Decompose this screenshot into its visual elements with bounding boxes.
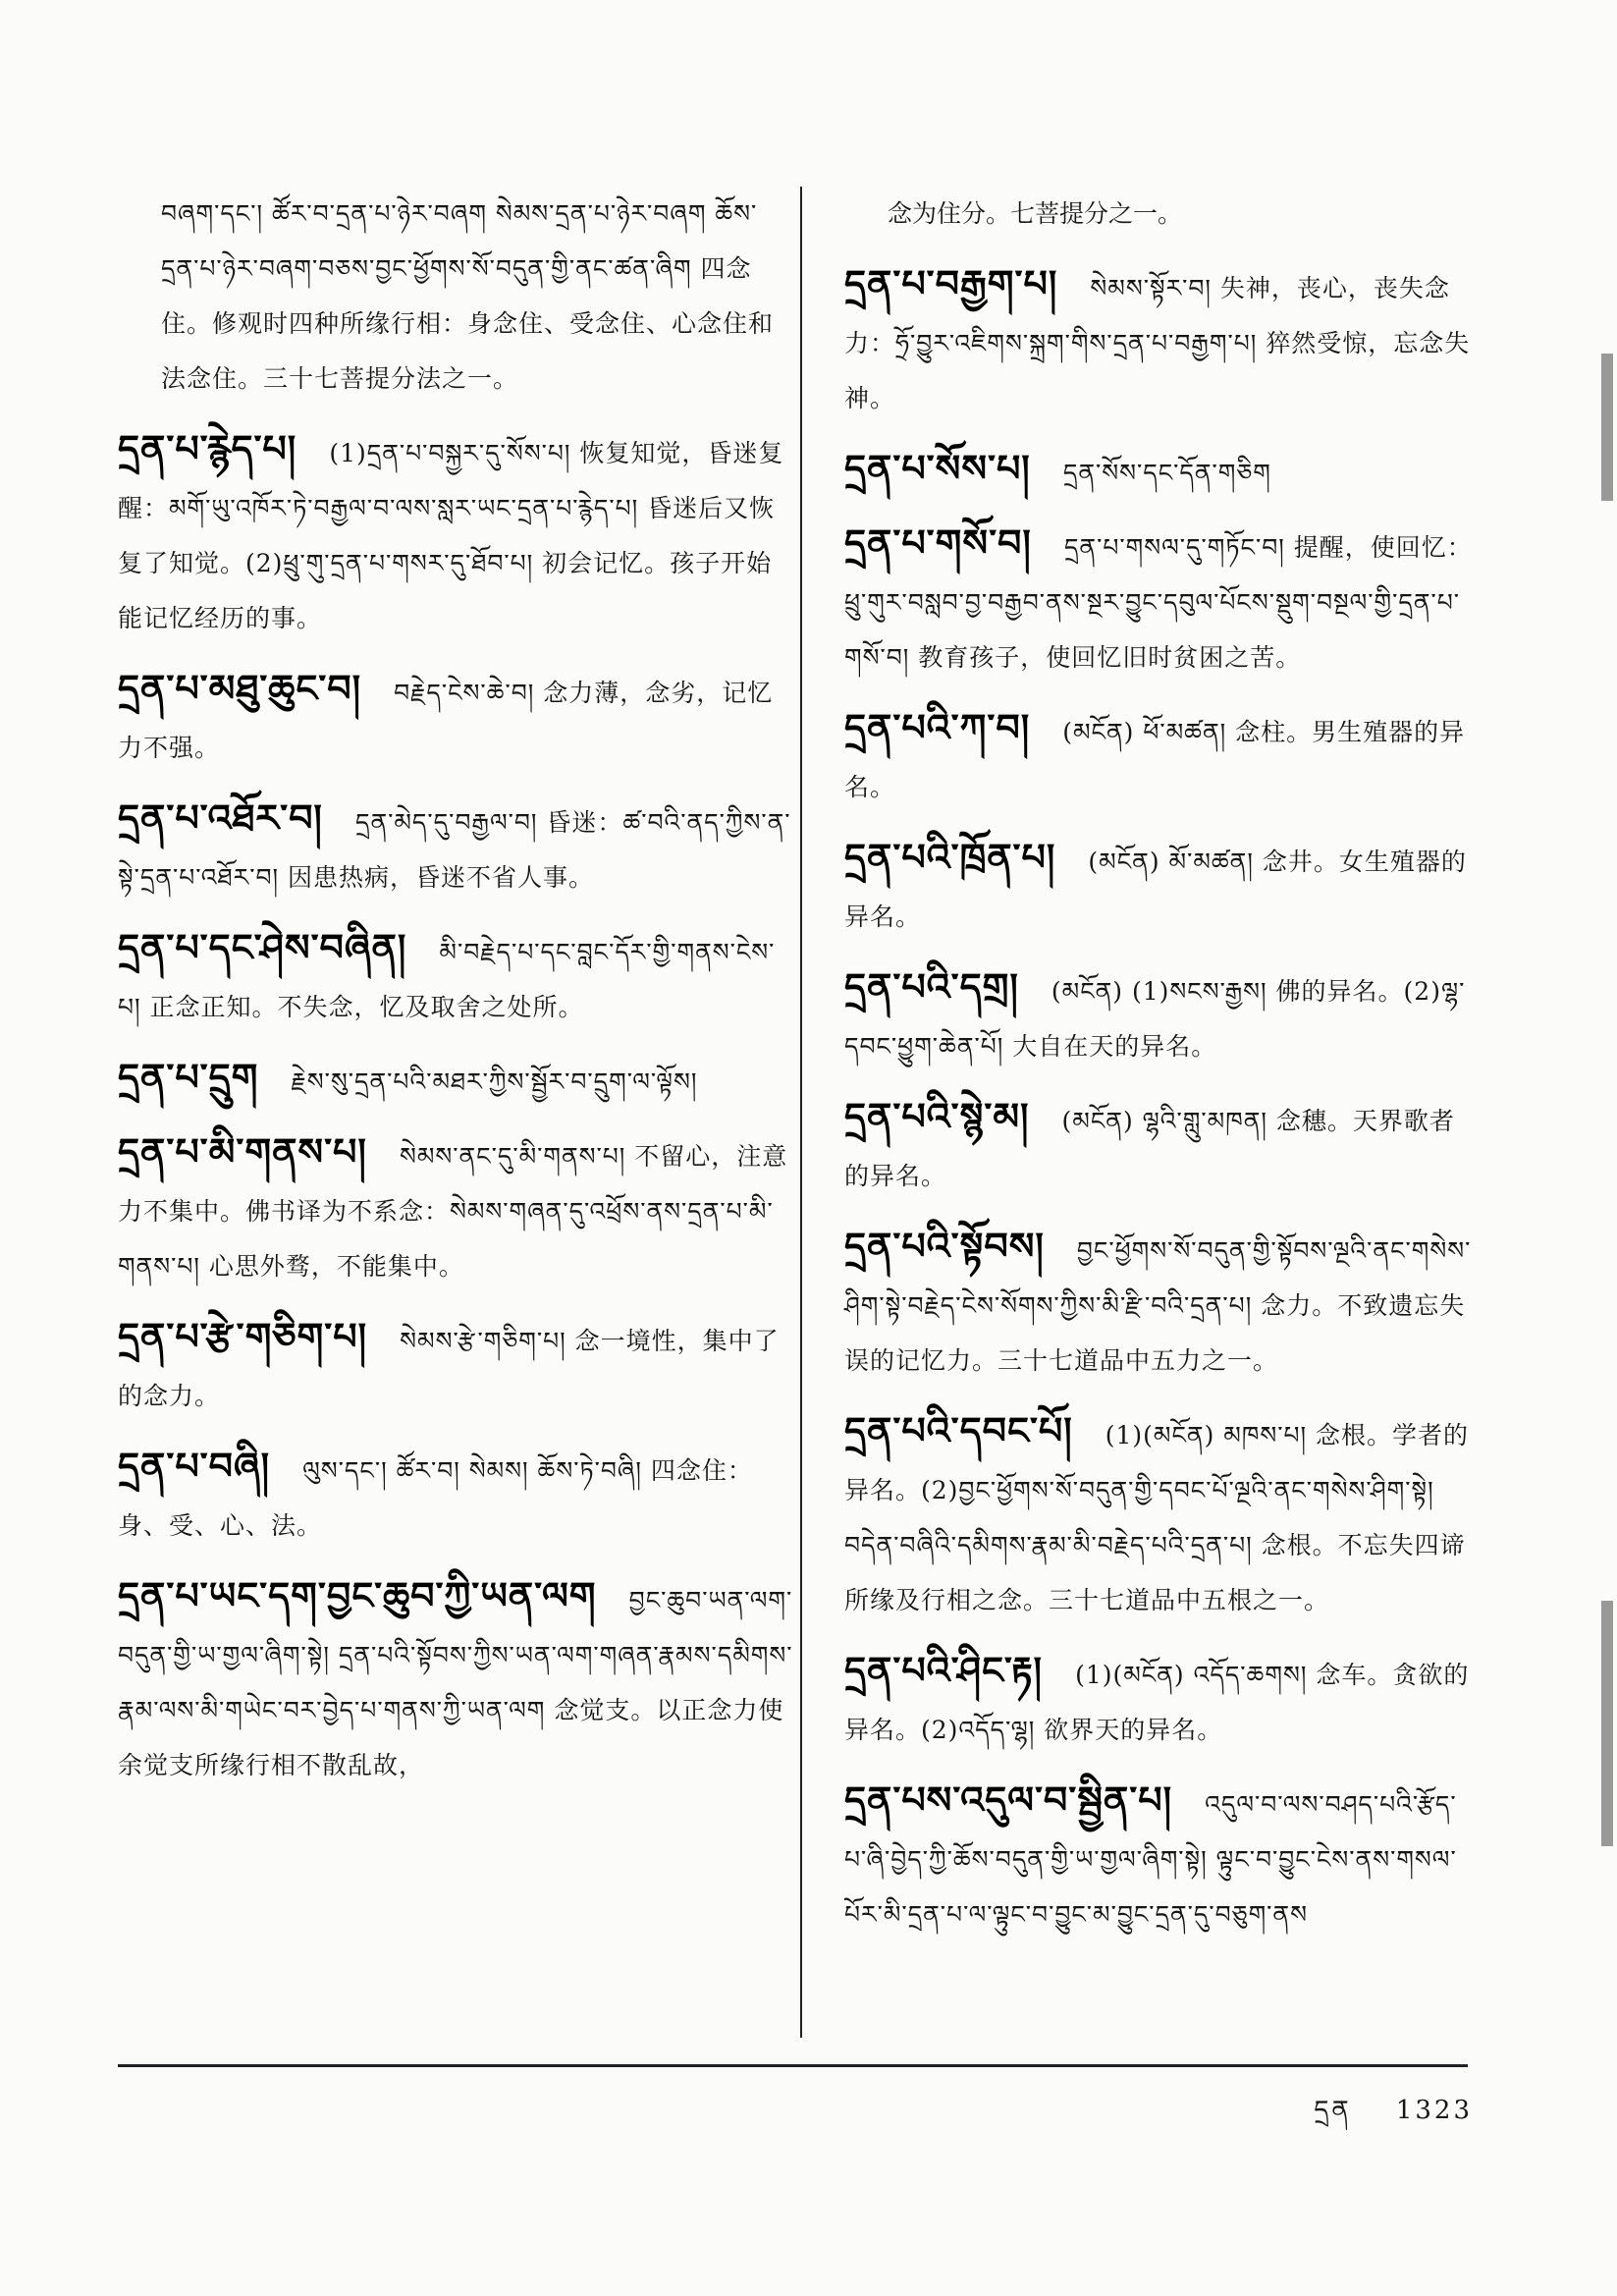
headword: དྲན་པའི་སྙེ་མ།	[844, 1094, 1030, 1138]
definition: སེམས་སྟོར་བ། 失神，丧心，丧失念力：ཧྲོ་བྱུར་འཇིགས་སྐྲག་གིས་དྲན་པ་བརྒྱག་པ། 猝然受惊，忘念失神。	[844, 274, 1471, 412]
headword: དྲན་པའི་དབང་པོ།	[844, 1408, 1073, 1452]
dictionary-entry	[844, 957, 1473, 1074]
headword: དྲན་པ་རྩེ་གཅིག་པ།	[118, 1314, 368, 1358]
dictionary-entry	[844, 1086, 1473, 1204]
headword: དྲན་པ་སོས་པ།	[844, 446, 1031, 490]
dictionary-entry	[844, 1640, 1473, 1758]
footer-rule	[118, 2064, 1468, 2067]
dictionary-entry	[118, 917, 795, 1035]
definition: ལུས་དང་། ཚོར་བ། སེམས། ཆོས་ཏེ་བཞི། 四念住：身、受、心、法。	[118, 1456, 753, 1540]
section-marker: དྲན	[1314, 2096, 1352, 2125]
definition: (1)དྲན་པ་བསྐྱར་དུ་སོས་པ། 恢复知觉，昏迷复醒：མགོ་ཡུ་འཁོར་ཏེ་བརྒྱལ་བ་ལས་སླར་ཡང་དྲན་པ་རྙེད་པ། 昏迷后又恢复了知觉。(2)ཕྲུ་གུ་དྲན་པ་གསར་དུ་ཐོབ་པ། 初会记忆。孩子开始能记忆经历的事。	[118, 439, 784, 632]
definition: དྲན་མེད་དུ་བརྒྱལ་བ། 昏迷：ཚ་བའི་ནད་ཀྱིས་ན་སྟེ་དྲན་པ་འཐོར་བ། 因患热病，昏迷不省人事。	[118, 808, 791, 892]
definition: (མངོན) (1)སངས་རྒྱས། 佛的异名。(2)ལྷ་དབང་ཕྱུག་ཆེན་པོ། 大自在天的异名。	[844, 977, 1466, 1061]
headword: དྲན་པས་འདུལ་བ་སྦྱིན་པ།	[844, 1777, 1173, 1822]
headword: དྲན་པ་གསོ་བ།	[844, 520, 1032, 565]
page-footer	[1267, 2082, 1473, 2154]
headword: དྲན་པ་བརྒྱག་པ།	[844, 261, 1058, 305]
definition: སེམས་རྩེ་གཅིག་པ། 念一境性，集中了的念力。	[118, 1327, 780, 1410]
margin-tab-mark	[1601, 1601, 1613, 1846]
definition: དྲན་པ་གསལ་དུ་གཏོང་བ། 提醒，使回忆：ཕྲུ་གུར་བསླབ་བྱ་བརྒྱབ་ནས་སྔར་བྱུང་དབུལ་པོངས་སྡུག་བསྔལ་གྱི་དྲན་པ་གསོ་བ། 教育孩子，使回忆旧时贫困之苦。	[844, 533, 1473, 672]
headword: དྲན་པའི་དགྲ།	[844, 964, 1019, 1009]
margin-tab-mark	[1601, 354, 1613, 501]
headword: དྲན་པ་མཐུ་ཆུང་བ།	[118, 666, 362, 710]
continuation-text: 念为住分。七菩提分之一。	[888, 199, 1183, 228]
dictionary-entry	[118, 1306, 795, 1424]
definition: མི་བརྗེད་པ་དང་བླང་དོར་གྱི་གནས་ངེས་པ། 正念正知。不失念，忆及取舍之处所。	[118, 938, 776, 1021]
dictionary-entry	[118, 1121, 795, 1294]
dictionary-entry	[844, 697, 1473, 815]
dictionary-entry	[118, 658, 795, 776]
dictionary-entry	[844, 827, 1473, 945]
definition: (མངོན) ཕོ་མཚན། 念柱。男生殖器的异名。	[844, 718, 1466, 801]
definition: (1)(མངོན) མཁས་པ། 念根。学者的异名。(2)བྱང་ཕྱོགས་སོ་བདུན་གྱི་དབང་པོ་ལྔའི་ནང་གསེས་ཤིག་སྟེ། བདེན་བཞིའི་དམིགས་རྣམ་མི་བརྗེད་པའི་དྲན་པ། 念根。不忘失四谛所缘及行相之念。三十七道品中五根之一。	[844, 1421, 1469, 1614]
definition: བྱང་ཆུབ་ཡན་ལག་བདུན་གྱི་ཡ་གྱལ་ཞིག་སྟེ། དྲན་པའི་སྟོབས་ཀྱིས་ཡན་ལག་གཞན་རྣམས་དམིགས་རྣམ་ལས་མི་གཡེང་བར་བྱེད་པ་གནས་ཀྱི་ཡན་ལག 念觉支。以正念力使余觉支所缘行相不散乱故，	[118, 1586, 793, 1779]
headword: དྲན་པ་འཐོར་བ།	[118, 795, 323, 840]
headword: དྲན་པ་རྙེད་པ།	[118, 426, 297, 470]
definition: (མངོན) མོ་མཚན། 念井。女生殖器的异名。	[844, 847, 1467, 931]
headword: དྲན་པ་དང་ཤེས་བཞིན།	[118, 925, 407, 969]
headword: དྲན་པའི་སྟོབས།	[844, 1224, 1045, 1268]
column-divider	[800, 187, 802, 2038]
headword: དྲན་པའི་ཀ་བ།	[844, 705, 1031, 749]
definition: སེམས་ནང་དུ་མི་གནས་པ། 不留心，注意力不集中。佛书译为不系念：སེམས་གཞན་དུ་འཕྲོས་ནས་དྲན་པ་མི་གནས་པ། 心思外骛，不能集中。	[118, 1142, 788, 1281]
dictionary-entry	[844, 438, 1473, 501]
dictionary-entry	[844, 1216, 1473, 1389]
definition: རྗེས་སུ་དྲན་པའི་མཐར་ཀྱིས་སྦྱོར་བ་དྲུག་ལ་ལྟོས།	[291, 1067, 698, 1096]
headword: དྲན་པ་ཡང་དག་བྱང་ཆུབ་ཀྱི་ཡན་ལག	[118, 1573, 597, 1617]
dictionary-entry	[118, 418, 795, 646]
headword: དྲན་པ་བཞི།	[118, 1444, 271, 1488]
page-number: 1323	[1395, 2096, 1473, 2125]
left-column	[118, 187, 795, 1805]
definition: བྱང་ཕྱོགས་སོ་བདུན་གྱི་སྟོབས་ལྔའི་ནང་གསེས་ཤིག་སྟེ་བརྗེད་ངེས་སོགས་ཀྱིས་མི་རྫི་བའི་དྲན་པ། 念力。不致遗忘失误的记忆力。三十七道品中五力之一。	[844, 1236, 1472, 1375]
headword: དྲན་པའི་ཁྲོན་པ།	[844, 835, 1056, 879]
continuation-text: བཞག་དང་། ཚོར་བ་དྲན་པ་ཉེར་བཞག སེམས་དྲན་པ་ཉེར་བཞག ཆོས་དྲན་པ་ཉེར་བཞག་བཅས་བྱང་ཕྱོགས་སོ་བདུན་གྱི་ནང་ཚན་ཞིག 四念住。修观时四种所缘行相：身念住、受念住、心念住和法念住。三十七菩提分法之一。	[161, 199, 775, 393]
dictionary-entry	[118, 1565, 795, 1793]
dictionary-entry	[118, 1047, 795, 1110]
dictionary-entry	[844, 1400, 1473, 1628]
dictionary-entry	[844, 253, 1473, 426]
dictionary-entry	[118, 788, 795, 905]
headword: དྲན་པའི་ཤིང་རྟ།	[844, 1648, 1043, 1692]
headword: དྲན་པ་དྲུག	[118, 1055, 259, 1099]
definition: (1)(མངོན) འདོད་ཆགས། 念车。贪欲的异名。(2)འདོད་ལྷ། 欲界天的异名。	[844, 1661, 1470, 1744]
headword: དྲན་པ་མི་གནས་པ།	[118, 1129, 367, 1174]
dictionary-entry	[118, 1436, 795, 1554]
right-column	[844, 187, 1473, 1954]
definition: བརྗེད་ངེས་ཆེ་བ། 念力薄，念劣，记忆力不强。	[118, 679, 774, 762]
definition: (མངོན) ལྷའི་གླུ་མཁན། 念穗。天界歌者的异名。	[844, 1107, 1455, 1190]
dictionary-entry	[844, 1770, 1473, 1942]
definition: དྲན་སོས་དང་དོན་གཅིག	[1062, 459, 1271, 487]
dictionary-entry	[844, 513, 1473, 685]
definition: འདུལ་བ་ལས་བཤད་པའི་རྩོད་པ་ཞི་བྱེད་ཀྱི་ཆོས་བདུན་གྱི་ཡ་གྱལ་ཞིག་སྟེ། ལྟུང་བ་བྱུང་ངེས་ནས་གསལ་པོར་མི་དྲན་པ་ལ་ལྟུང་བ་བྱུང་མ་བྱུང་དྲན་དུ་བཅུག་ནས	[844, 1790, 1457, 1929]
